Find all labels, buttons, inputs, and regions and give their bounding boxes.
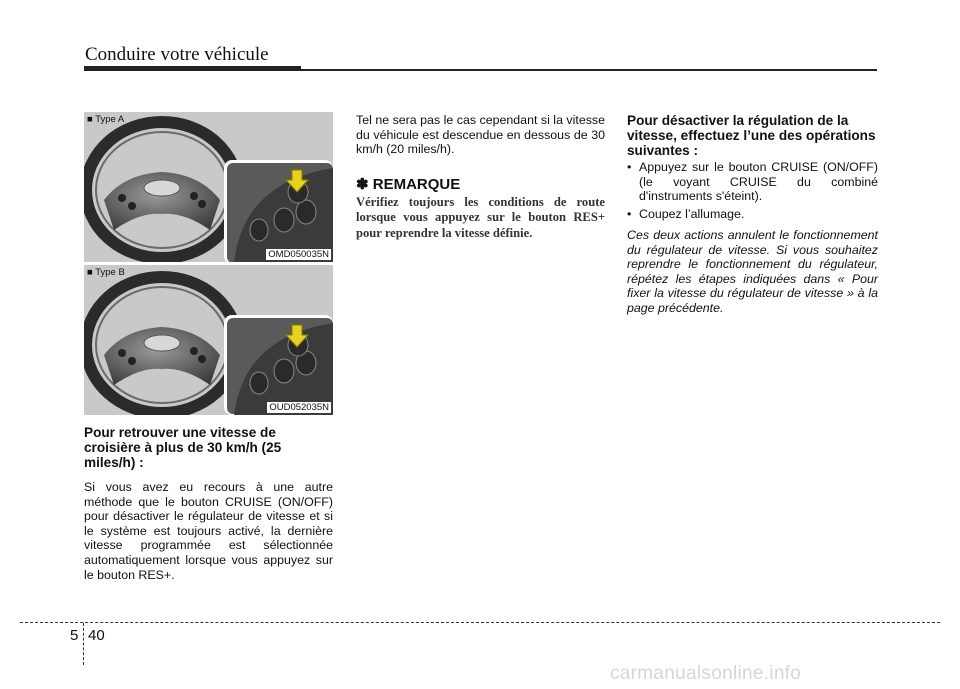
resume-speed-heading: Pour retrouver une vitesse de croisière à plus de 30 km/h (25 miles/h) : [84,425,282,470]
footer-rule [20,622,940,623]
remark-body: Vérifiez toujours les conditions de route lorsque vous appuyez sur le bouton RES+ pour reprendre la vitesse définie. [356,195,605,240]
page-header-title: Conduire votre véhicule [85,44,269,65]
header-rule-thick [84,66,301,71]
figure-type-label: ■ Type A [87,114,125,125]
bullet-marker: • [627,207,632,221]
cancel-actions-note: Ces deux actions annulent le fonctionnement du régulateur de vitesse. Si vous souhaitez reprendre le fonctionnement du régulateur, répétez les étapes indiquées dans « Pour fixer la vitesse du régulateur de vitesse » à la page précédente. [627,228,878,315]
figure-code: OUD052035N [269,402,329,413]
page-number: 40 [88,627,105,644]
list-item [627,207,878,222]
footer-divider [83,623,84,665]
bullet-text: Coupez l’allumage. [639,207,745,221]
figure-type-b [84,265,333,415]
watermark: carmanualsonline.info [610,663,802,684]
header-rule-thin [301,69,877,71]
figure-type-label: ■ Type B [87,267,125,278]
remark-title: ✽ REMARQUE [356,176,461,193]
figure-code: OMD050035N [268,249,329,260]
steering-wheel-illustration-a [84,112,333,262]
figure-type-a [84,112,333,262]
deactivate-cruise-heading: Pour désactiver la régulation de la vitesse, effectuez l’une des opérations suivantes : [627,113,876,158]
steering-wheel-illustration-b [84,265,333,415]
resume-speed-body: Si vous avez eu recours à une autre méthode que le bouton CRUISE (ON/OFF) pour désactiver le régulateur de vitesse et si le système est toujours activé, la dernière vitesse programmée est sélectionnée automatiquement lorsque vous appuyez sur le bouton RES+. [84,480,333,582]
bullet-marker: • [627,160,632,174]
bullet-text: Appuyez sur le bouton CRUISE (ON/OFF) (le voyant CRUISE du combiné d'instruments s'éteint). [639,160,878,204]
list-item [627,160,878,204]
minimum-speed-note: Tel ne sera pas le cas cependant si la vitesse du véhicule est descendue en dessous de 30 km/h (20 miles/h). [356,113,605,157]
section-number: 5 [70,627,79,644]
